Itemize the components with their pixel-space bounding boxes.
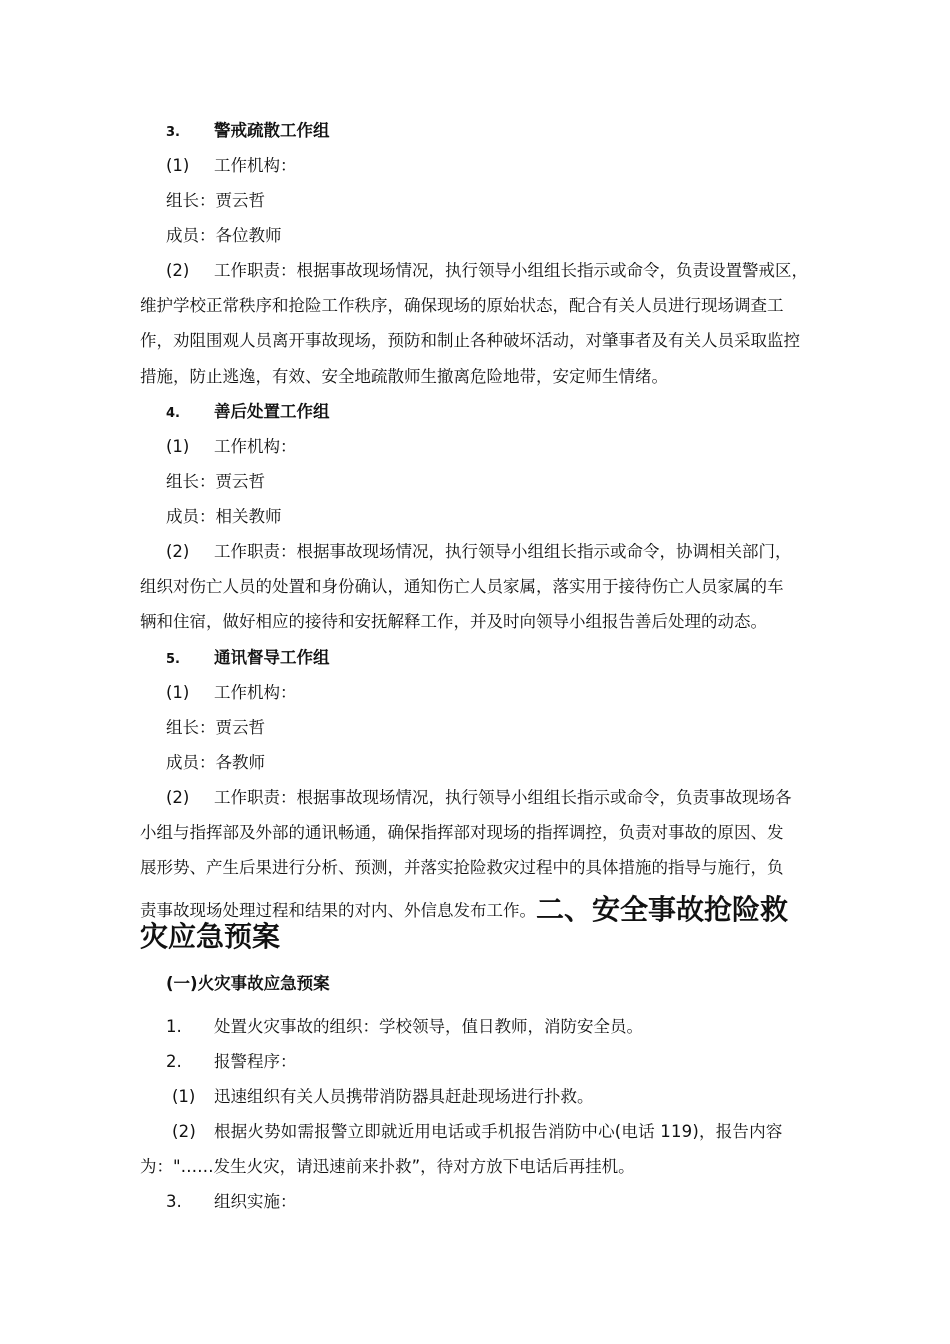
section-3-duty-line: 维护学校正常秩序和抢险工作秩序，确保现场的原始状态，配合有关人员进行现场调查工: [140, 296, 784, 315]
section-3-leader: 组长：贾云哲: [166, 191, 265, 210]
chapter-heading-part2: 灾应急预案: [140, 920, 281, 953]
fire-procedure-2: [172, 1122, 783, 1142]
section-3-duty-number: (2): [166, 261, 190, 280]
section-4-duty-line: 组织对伤亡人员的处置和身份确认，通知伤亡人员家属，落实用于接待伤亡人员家属的车: [140, 577, 784, 596]
section-4-members: 成员：相关教师: [166, 507, 282, 526]
fire-item-3-number: 3.: [166, 1192, 182, 1211]
section-5-leader: 组长：贾云哲: [166, 718, 265, 737]
section-5-duty-number: (2): [166, 788, 190, 807]
fire-procedure-2-continued: 为："……发生火灾，请迅速前来扑救”，待对方放下电话后再挂机。: [140, 1157, 635, 1176]
section-4-number: 4.: [166, 406, 180, 421]
section-4-org: [166, 437, 297, 457]
section-4-title: 善后处置工作组: [214, 402, 330, 421]
section-5-members: 成员：各教师: [166, 753, 265, 772]
chapter-heading-part1: 二、安全事故抢险救: [536, 893, 789, 926]
section-3-heading: [166, 121, 330, 143]
section-5-duty-line: 展形势、产生后果进行分析、预测，并落实抢险救灾过程中的具体措施的指导与施行，负: [140, 858, 784, 877]
fire-procedure-1-text: 迅速组织有关人员携带消防器具赶赴现场进行扑救。: [214, 1087, 594, 1106]
section-5-duty-line: 小组与指挥部及外部的通讯畅通，确保指挥部对现场的指挥调控，负责对事故的原因、发: [140, 823, 784, 842]
section-4-duty-number: (2): [166, 542, 190, 561]
section-5-number: 5.: [166, 652, 180, 667]
fire-procedure-2-text: 根据火势如需报警立即就近用电话或手机报告消防中心(电话 119)，报告内容: [214, 1122, 783, 1141]
section-5-heading: [166, 648, 330, 670]
section-4-duty-first: [166, 542, 792, 562]
section-5-duty-line: 工作职责：根据事故现场情况，执行领导小组组长指示或命令，负责事故现场各: [214, 788, 792, 807]
fire-procedure-2-number: (2): [172, 1122, 196, 1141]
section-5-title: 通讯督导工作组: [214, 648, 330, 667]
section-3-org: [166, 156, 297, 176]
fire-item-3: [166, 1192, 297, 1212]
fire-item-2-text: 报警程序：: [214, 1052, 297, 1071]
section-5-org: [166, 683, 297, 703]
fire-item-1-number: 1.: [166, 1017, 182, 1036]
section-3-org-number: (1): [166, 156, 190, 175]
section-5-duty-line: 责事故现场处理过程和结果的对内、外信息发布工作。: [140, 901, 536, 920]
section-3-duty-first: [166, 261, 808, 281]
fire-item-1-text: 处置火灾事故的组织：学校领导，值日教师，消防安全员。: [214, 1017, 643, 1036]
section-4-leader: 组长：贾云哲: [166, 472, 265, 491]
section-3-org-label: 工作机构：: [214, 156, 297, 175]
section-4-heading: [166, 402, 330, 424]
section-5-org-label: 工作机构：: [214, 683, 297, 702]
section-4-org-number: (1): [166, 437, 190, 456]
section-3-duty-line: 作，劝阻围观人员离开事故现场，预防和制止各种破坏活动，对肇事者及有关人员采取监控: [140, 331, 800, 350]
section-4-duty-line: 辆和住宿，做好相应的接待和安抚解释工作，并及时向领导小组报告善后处理的动态。: [140, 612, 767, 631]
section-5-duty-first: [166, 788, 792, 808]
fire-procedure-1: [172, 1087, 594, 1107]
section-3-members: 成员：各位教师: [166, 226, 282, 245]
fire-item-3-text: 组织实施：: [214, 1192, 297, 1211]
fire-item-2-number: 2.: [166, 1052, 182, 1071]
section-3-duty-line: 工作职责：根据事故现场情况，执行领导小组组长指示或命令，负责设置警戒区，: [214, 261, 808, 280]
fire-item-1: [166, 1017, 643, 1037]
fire-subheading: (一)火灾事故应急预案: [166, 974, 330, 993]
fire-procedure-1-number: (1): [172, 1087, 196, 1106]
section-3-title: 警戒疏散工作组: [214, 121, 330, 140]
fire-item-2: [166, 1052, 297, 1072]
section-3-duty-line: 措施，防止逃逸，有效、安全地疏散师生撤离危险地带，安定师生情绪。: [140, 367, 668, 386]
section-3-number: 3.: [166, 125, 180, 140]
section-5-org-number: (1): [166, 683, 190, 702]
section-4-org-label: 工作机构：: [214, 437, 297, 456]
section-4-duty-line: 工作职责：根据事故现场情况，执行领导小组组长指示或命令，协调相关部门，: [214, 542, 792, 561]
